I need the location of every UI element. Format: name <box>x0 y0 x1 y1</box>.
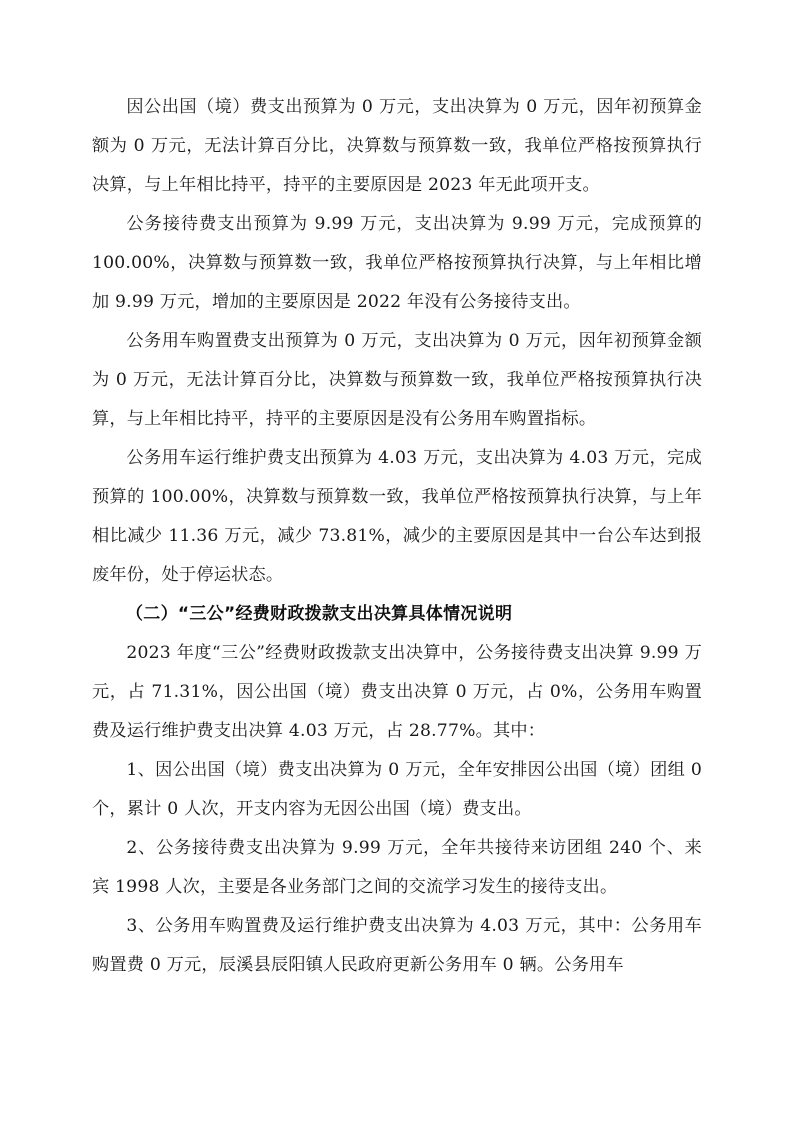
paragraph: 3、公务用车购置费及运行维护费支出决算为 4.03 万元，其中：公务用车购置费 0 万元，辰溪县辰阳镇人民政府更新公务用车 0 辆。公务用车 <box>92 916 702 975</box>
paragraph: 公务用车运行维护费支出预算为 4.03 万元，支出决算为 4.03 万元，完成预算的 100.00%，决算数与预算数一致，我单位严格按预算执行决算，与上年相比减少 11.36 万元，减少 73.81%，减少的主要原因是其中一台公车达到报废年份，处于停运状态。 <box>92 448 702 585</box>
document-body <box>92 88 702 985</box>
paragraph: 公务用车购置费支出预算为 0 万元，支出决算为 0 万元，因年初预算金额为 0 万元，无法计算百分比，决算数与预算数一致，我单位严格按预算执行决算，与上年相比持平，持平的主要原因是没有公务用车购置指标。 <box>92 331 702 429</box>
section-heading: （二）“三公”经费财政拨款支出决算具体情况说明 <box>126 604 513 624</box>
paragraph: 2023 年度“三公”经费财政拨款支出决算中，公务接待费支出决算 9.99 万元，占 71.31%，因公出国（境）费支出决算 0 万元，占 0%，公务用车购置费及运行维护费支出决算 4.03 万元，占 28.77%。其中： <box>92 643 702 741</box>
paragraph: 1、因公出国（境）费支出决算为 0 万元，全年安排因公出国（境）团组 0 个，累计 0 人次，开支内容为无因公出国（境）费支出。 <box>92 760 702 819</box>
paragraph: 2、公务接待费支出决算为 9.99 万元，全年共接待来访团组 240 个、来宾 1998 人次，主要是各业务部门之间的交流学习发生的接待支出。 <box>92 838 702 897</box>
paragraph: 因公出国（境）费支出预算为 0 万元，支出决算为 0 万元，因年初预算金额为 0 万元，无法计算百分比，决算数与预算数一致，我单位严格按预算执行决算，与上年相比持平，持平的主要原因是 2023 年无此项开支。 <box>92 97 702 195</box>
paragraph: 公务接待费支出预算为 9.99 万元，支出决算为 9.99 万元，完成预算的 100.00%，决算数与预算数一致，我单位严格按预算执行决算，与上年相比增加 9.99 万元，增加的主要原因是 2022 年没有公务接待支出。 <box>92 214 702 312</box>
